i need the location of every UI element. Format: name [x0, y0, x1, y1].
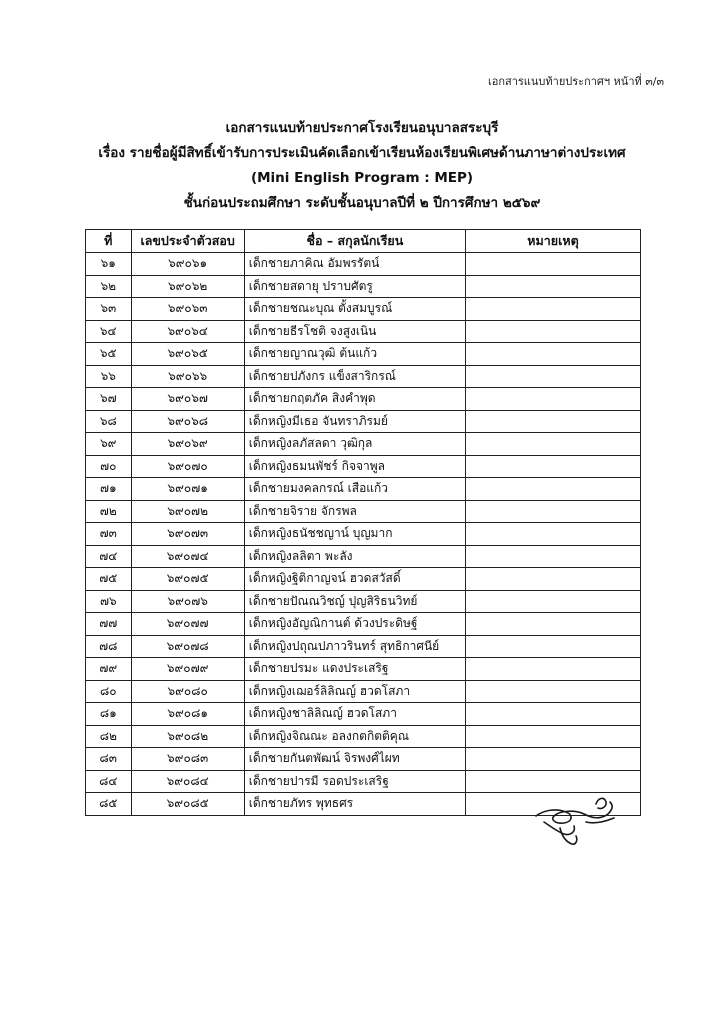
row-no: ๗๐: [86, 455, 132, 478]
row-student-name: เด็กหญิงลลิตา พะลัง: [244, 545, 465, 568]
row-remark: [466, 658, 641, 681]
row-remark: [466, 410, 641, 433]
row-remark: [466, 365, 641, 388]
row-no: ๖๒: [86, 275, 132, 298]
row-exam-id: ๖๙๐๖๖: [131, 365, 244, 388]
row-student-name: เด็กหญิงอัญณิกานต์ ด้วงประดิษฐ์: [244, 613, 465, 636]
row-student-name: เด็กหญิงธมนพัชร์ กิจจาพูล: [244, 455, 465, 478]
table-row: [86, 770, 641, 793]
row-exam-id: ๖๙๐๖๙: [131, 433, 244, 456]
row-no: ๗๒: [86, 500, 132, 523]
row-remark: [466, 635, 641, 658]
row-no: ๖๙: [86, 433, 132, 456]
table-row: [86, 410, 641, 433]
row-no: ๖๑: [86, 253, 132, 276]
row-exam-id: ๖๙๐๗๘: [131, 635, 244, 658]
row-remark: [466, 613, 641, 636]
row-student-name: เด็กหญิงฐิติกาญจน์ ฮวดสวัสดิ์: [244, 568, 465, 591]
student-roster-table: [85, 229, 641, 816]
table-header-row: [86, 230, 641, 253]
row-student-name: เด็กชายภาคิณ อัมพรรัตน์: [244, 253, 465, 276]
row-student-name: เด็กชายสดายุ ปราบศัตรู: [244, 275, 465, 298]
row-remark: [466, 478, 641, 501]
row-student-name: เด็กชายมงคลกรณ์ เสือแก้ว: [244, 478, 465, 501]
row-student-name: เด็กชายปภังกร แข็งสาริกรณ์: [244, 365, 465, 388]
row-student-name: เด็กหญิงธนัชชญาน์ บุญมาก: [244, 523, 465, 546]
table-row: [86, 703, 641, 726]
table-row: [86, 388, 641, 411]
title-line-subject: เรื่อง รายชื่อผู้มีสิทธิ์เข้ารับการประเมินคัดเลือกเข้าเรียนห้องเรียนพิเศษด้านภาษาต่างประเทศ: [98, 145, 626, 161]
row-exam-id: ๖๙๐๖๕: [131, 343, 244, 366]
row-remark: [466, 725, 641, 748]
table-row: [86, 478, 641, 501]
row-student-name: เด็กหญิงลภัสลดา วุฒิกุล: [244, 433, 465, 456]
row-student-name: เด็กชายธีรโชติ จงสูงเนิน: [244, 320, 465, 343]
row-exam-id: ๖๙๐๖๘: [131, 410, 244, 433]
row-student-name: เด็กหญิงปถุณปภาวรินทร์ สุทธิกาศนีย์: [244, 635, 465, 658]
title-line-level: ชั้นก่อนประถมศึกษา ระดับชั้นอนุบาลปีที่ ๒ ปีการศึกษา ๒๕๖๙: [183, 195, 541, 211]
row-student-name: เด็กหญิงเฌอร์ลิลิณญ์ ฮวดโสภา: [244, 680, 465, 703]
row-exam-id: ๖๙๐๗๔: [131, 545, 244, 568]
row-remark: [466, 298, 641, 321]
row-no: ๗๘: [86, 635, 132, 658]
row-remark: [466, 275, 641, 298]
table-row: [86, 635, 641, 658]
row-exam-id: ๖๙๐๘๒: [131, 725, 244, 748]
row-no: ๘๐: [86, 680, 132, 703]
row-student-name: เด็กชายปัณณวิชญ์ ปุญสิริธนวิทย์: [244, 590, 465, 613]
table-row: [86, 545, 641, 568]
row-student-name: เด็กชายปรมะ แดงประเสริฐ: [244, 658, 465, 681]
table-row: [86, 500, 641, 523]
row-no: ๗๕: [86, 568, 132, 591]
row-no: ๘๒: [86, 725, 132, 748]
row-exam-id: ๖๙๐๘๕: [131, 793, 244, 816]
row-no: ๘๓: [86, 748, 132, 771]
table-row: [86, 433, 641, 456]
row-exam-id: ๖๙๐๗๒: [131, 500, 244, 523]
table-row: [86, 725, 641, 748]
row-remark: [466, 455, 641, 478]
row-remark: [466, 545, 641, 568]
row-student-name: เด็กชายจิราย จักรพล: [244, 500, 465, 523]
row-remark: [466, 680, 641, 703]
row-exam-id: ๖๙๐๗๑: [131, 478, 244, 501]
row-no: ๗๓: [86, 523, 132, 546]
header-student-name: ชื่อ – สกุลนักเรียน: [244, 230, 465, 253]
signature-icon: [530, 792, 620, 852]
row-no: ๗๖: [86, 590, 132, 613]
title-line-announcement: เอกสารแนบท้ายประกาศโรงเรียนอนุบาลสระบุรี: [225, 120, 499, 136]
row-remark: [466, 388, 641, 411]
row-no: ๗๗: [86, 613, 132, 636]
document-title: [0, 116, 724, 216]
title-line-program: (Mini English Program : MEP): [250, 170, 474, 186]
row-no: ๘๕: [86, 793, 132, 816]
row-remark: [466, 500, 641, 523]
row-exam-id: ๖๙๐๖๔: [131, 320, 244, 343]
row-no: ๖๖: [86, 365, 132, 388]
roster-body: [86, 253, 641, 816]
table-row: [86, 613, 641, 636]
row-remark: [466, 568, 641, 591]
row-exam-id: ๖๙๐๖๗: [131, 388, 244, 411]
row-remark: [466, 523, 641, 546]
row-no: ๖๔: [86, 320, 132, 343]
row-no: ๗๙: [86, 658, 132, 681]
row-exam-id: ๖๙๐๘๑: [131, 703, 244, 726]
row-remark: [466, 748, 641, 771]
row-exam-id: ๖๙๐๘๓: [131, 748, 244, 771]
row-student-name: เด็กชายญาณวุฒิ ต้นแก้ว: [244, 343, 465, 366]
row-exam-id: ๖๙๐๗๗: [131, 613, 244, 636]
page-number-note: เอกสารแนบท้ายประกาศฯ หน้าที่ ๓/๓: [487, 75, 664, 88]
row-student-name: เด็กหญิงชาลิลิณญ์ ฮวดโสภา: [244, 703, 465, 726]
row-student-name: เด็กชายภัทร พุทธศร: [244, 793, 465, 816]
table-row: [86, 275, 641, 298]
table-row: [86, 748, 641, 771]
table-row: [86, 568, 641, 591]
row-no: ๘๑: [86, 703, 132, 726]
row-exam-id: ๖๙๐๖๓: [131, 298, 244, 321]
row-remark: [466, 253, 641, 276]
row-no: ๘๔: [86, 770, 132, 793]
table-row: [86, 455, 641, 478]
row-exam-id: ๖๙๐๗๕: [131, 568, 244, 591]
table-row: [86, 590, 641, 613]
table-row: [86, 298, 641, 321]
row-student-name: เด็กหญิงมีเธอ จันทราภิรมย์: [244, 410, 465, 433]
row-no: ๖๓: [86, 298, 132, 321]
row-no: ๖๘: [86, 410, 132, 433]
row-student-name: เด็กหญิงจิณณะ อลงกตกิตติคุณ: [244, 725, 465, 748]
row-student-name: เด็กชายปารมี รอดประเสริฐ: [244, 770, 465, 793]
table-row: [86, 523, 641, 546]
table-row: [86, 253, 641, 276]
row-remark: [466, 590, 641, 613]
header-exam-id: เลขประจำตัวสอบ: [131, 230, 244, 253]
table-row: [86, 365, 641, 388]
header-remark: หมายเหตุ: [466, 230, 641, 253]
table-row: [86, 343, 641, 366]
row-no: ๗๔: [86, 545, 132, 568]
table-row: [86, 658, 641, 681]
row-student-name: เด็กชายกฤตภัค สิงคำพุด: [244, 388, 465, 411]
row-no: ๖๕: [86, 343, 132, 366]
row-remark: [466, 770, 641, 793]
table-row: [86, 680, 641, 703]
row-exam-id: ๖๙๐๗๙: [131, 658, 244, 681]
row-remark: [466, 320, 641, 343]
row-student-name: เด็กชายกันตพัฒน์ จิรพงศ์ไผท: [244, 748, 465, 771]
row-remark: [466, 433, 641, 456]
row-exam-id: ๖๙๐๗๖: [131, 590, 244, 613]
signature-strokes: [536, 798, 614, 844]
header-no: ที่: [86, 230, 132, 253]
row-student-name: เด็กชายชณะบุณ ตั้งสมบูรณ์: [244, 298, 465, 321]
row-remark: [466, 343, 641, 366]
row-exam-id: ๖๙๐๘๐: [131, 680, 244, 703]
table-row: [86, 320, 641, 343]
row-exam-id: ๖๙๐๘๔: [131, 770, 244, 793]
row-exam-id: ๖๙๐๖๒: [131, 275, 244, 298]
row-no: ๖๗: [86, 388, 132, 411]
row-exam-id: ๖๙๐๖๑: [131, 253, 244, 276]
row-no: ๗๑: [86, 478, 132, 501]
row-remark: [466, 703, 641, 726]
row-exam-id: ๖๙๐๗๐: [131, 455, 244, 478]
row-exam-id: ๖๙๐๗๓: [131, 523, 244, 546]
